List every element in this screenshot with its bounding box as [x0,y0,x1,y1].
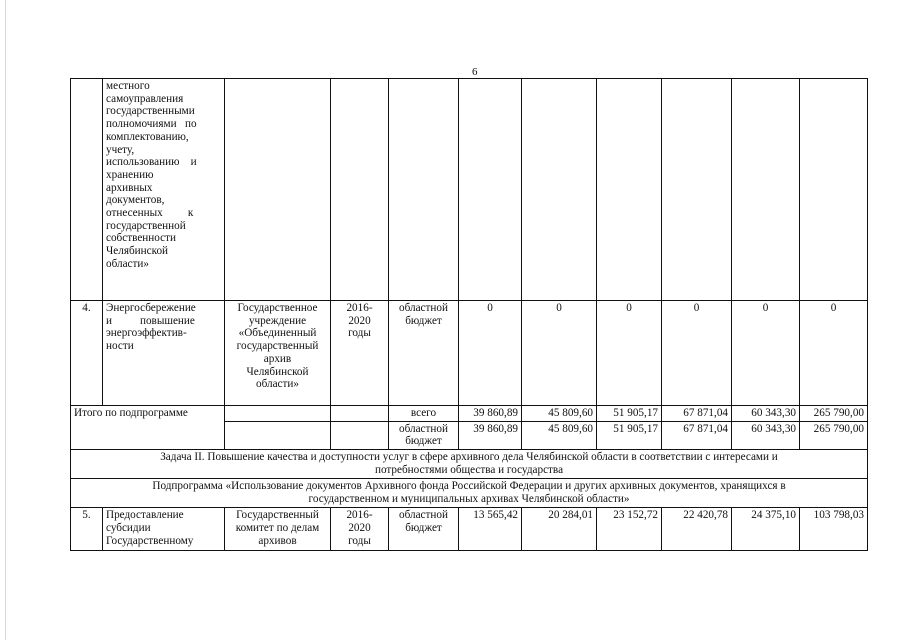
text-line: потребностями общества и государства [374,463,564,476]
cell-value: 51 905,17 [597,406,662,422]
text-line: хранению [106,168,154,181]
text-line: архив [263,352,292,365]
program-table [70,78,868,551]
text-line: ности [106,340,134,353]
cell-value: 24 375,10 [732,508,800,551]
cell-name [103,301,225,406]
cell-value: 22 420,78 [662,508,732,551]
text-line: Челябинской [246,365,309,378]
text-line: бюджет [405,521,442,534]
text-line: местного [106,80,150,92]
cell-value [800,79,868,301]
cell-num [71,79,103,301]
cell-value [522,79,597,301]
text-line: бюджет [405,435,442,448]
text-line: Государственное [237,302,318,314]
cell-value: 13 565,42 [459,508,522,551]
text-line: самоуправления [106,92,184,105]
text-line: 2020 [348,521,371,534]
text-line: полномочиями по [106,118,197,131]
cell-value [732,79,800,301]
text-line: области» [256,378,299,391]
text-line: «Объединенный [238,327,317,340]
text-line: Предоставление [106,509,184,522]
cell-value: 23 152,72 [597,508,662,551]
cell-source [389,79,459,301]
cell-continuation-text [103,79,225,301]
cell-value: 67 871,04 [662,406,732,422]
cell-executor [225,79,331,301]
table-row-continuation [71,79,868,301]
text-line: 2016- [346,302,373,314]
cell-value: 0 [597,301,662,406]
cell-executor [225,301,331,406]
cell-source [389,508,459,551]
task-heading [71,450,868,479]
cell-value: 265 790,00 [800,421,868,449]
text-line: 2020 [348,314,371,327]
cell-value [459,79,522,301]
cell-value [662,79,732,301]
table-row-5 [71,508,868,551]
cell-executor [225,421,331,449]
text-line: годы [348,327,371,340]
text-line: собственности [106,232,176,245]
cell-source: всего [389,406,459,422]
cell-value: 103 798,03 [800,508,868,551]
cell-period [331,79,389,301]
page-left-edge [5,0,6,640]
cell-name [103,508,225,551]
cell-num: 5. [71,508,103,551]
cell-executor [225,508,331,551]
text-line: Задача II. Повышение качества и доступности услуг в сфере архивного дела Челябинской области в соответствии с интересами и [160,451,778,464]
text-line: Государственный [236,509,319,522]
text-line: учреждение [248,314,307,327]
cell-value [597,79,662,301]
table-row-itogo-total [71,406,868,422]
text-line: годы [348,534,371,547]
cell-itogo-label: Итого по подпрограмме [71,406,225,450]
page-number: 6 [472,66,478,78]
text-line: бюджет [405,314,442,327]
text-line: комитет по делам [235,521,320,534]
cell-period [331,421,389,449]
cell-value: 0 [800,301,868,406]
cell-value: 60 343,30 [732,421,800,449]
text-line: учету, [106,143,135,156]
table-row-subprogram [71,479,868,508]
table-row-task2 [71,450,868,479]
text-line: области» [106,257,149,270]
text-line: документов, [106,194,165,207]
cell-value: 0 [662,301,732,406]
text-line: отнесенных к [106,207,194,220]
cell-value: 45 809,60 [522,406,597,422]
text-line: Энергосбережение [106,302,196,314]
text-line: Государственному [106,534,194,547]
text-line: государственной [106,219,186,232]
cell-source [389,421,459,449]
text-line: 2016- [346,509,373,522]
text-line: архивных [106,181,153,194]
cell-num: 4. [71,301,103,406]
cell-period [331,406,389,422]
cell-value: 67 871,04 [662,421,732,449]
text-line: и повышение [106,314,195,327]
text-line: комплектованию, [106,130,189,143]
cell-value: 0 [732,301,800,406]
cell-value: 51 905,17 [597,421,662,449]
cell-value: 20 284,01 [522,508,597,551]
text-line: энергоэффектив- [106,327,187,340]
text-line: архивов [258,534,297,547]
text-line: государственном и муниципальных архивах Челябинской области» [308,492,630,505]
cell-value: 0 [459,301,522,406]
cell-value: 45 809,60 [522,421,597,449]
text-line: государственный [236,340,319,353]
cell-period [331,508,389,551]
text-line: областной [399,422,448,435]
cell-value: 60 343,30 [732,406,800,422]
cell-executor [225,406,331,422]
text-line: государственными [106,105,195,118]
text-line: Подпрограмма «Использование документов Архивного фонда Российской Федерации и других архивных документов, хранящихся в [152,480,786,493]
text-line: областной [399,302,448,314]
cell-period [331,301,389,406]
cell-value: 0 [522,301,597,406]
text-line: областной [399,509,448,522]
cell-value: 265 790,00 [800,406,868,422]
subprogram-heading [71,479,868,508]
text-line: использованию и [106,156,197,169]
cell-value: 39 860,89 [459,421,522,449]
cell-source [389,301,459,406]
table-row-4 [71,301,868,406]
text-line: субсидии [106,521,151,534]
text-line: Челябинской [106,245,169,258]
cell-value: 39 860,89 [459,406,522,422]
